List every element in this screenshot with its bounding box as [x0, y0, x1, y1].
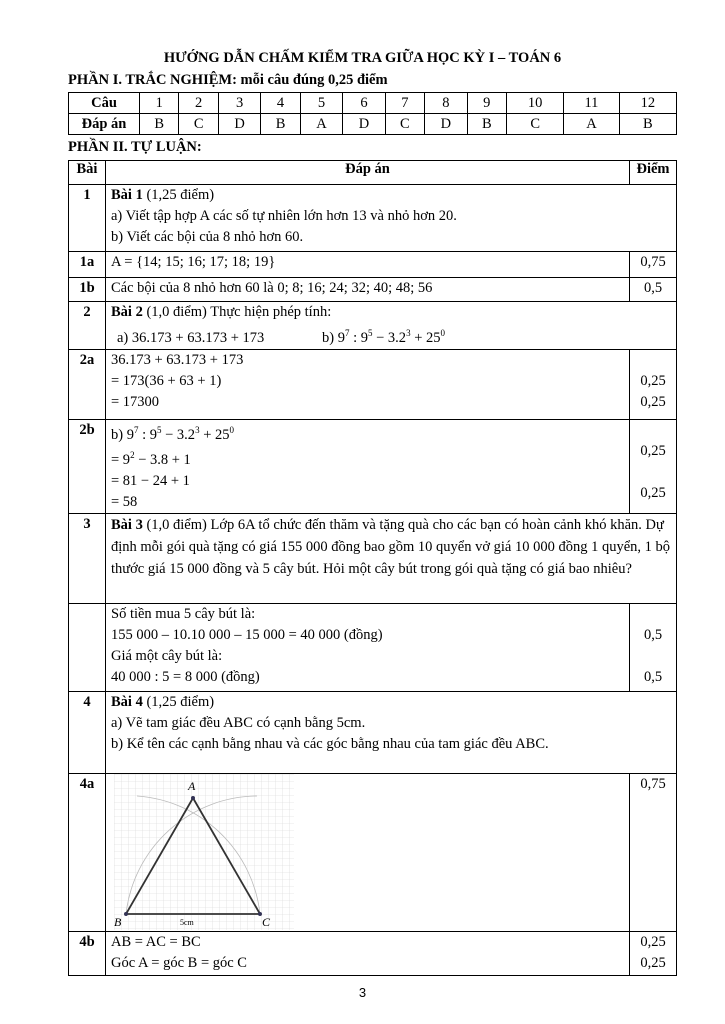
answer-line: = $9^2 - 3.8 + 1$ — [111, 450, 191, 469]
row-1b — [69, 278, 677, 302]
essay-table — [68, 160, 677, 976]
question-title: Bài 3 — [111, 517, 143, 534]
bai-number: 1 — [69, 185, 106, 252]
triangle-figure — [114, 774, 294, 930]
question-line: b) Viết các bội của 8 nhỏ hơn 60. — [111, 229, 304, 245]
question-text — [106, 185, 677, 252]
bai-number: 1a — [69, 252, 106, 278]
answer-text — [106, 349, 630, 419]
bai-number: 2b — [69, 419, 106, 514]
bai-number: 4 — [69, 692, 106, 774]
part2-heading: PHẦN II. TỰ LUẬN: — [68, 139, 202, 155]
mcq-question-row — [69, 93, 677, 114]
answer-line: 155 000 – 10.10 000 – 15 000 = 40 000 (đồng) — [111, 627, 383, 644]
answer-line: = 58 — [111, 494, 138, 511]
score: 0,25 0,25 — [630, 932, 677, 976]
bai-number: 4a — [69, 774, 106, 932]
answer-text — [106, 604, 630, 692]
mcq-row-label: Đáp án — [69, 114, 140, 135]
mcq-cell: D — [218, 114, 260, 135]
mcq-cell: D — [343, 114, 385, 135]
score: 0,5 0,5 — [630, 604, 677, 692]
row-4b — [69, 932, 677, 976]
mcq-cell: 2 — [179, 93, 218, 114]
label-B: B — [114, 915, 122, 930]
question-part-a: a) 36.173 + 63.173 + 173 — [117, 329, 265, 346]
mcq-cell: B — [619, 114, 676, 135]
score: 0,75 — [630, 774, 677, 932]
essay-header-row — [69, 161, 677, 185]
answer-line: b) $9^7$ : $9^5 - 3.2^3 + 25^0$ — [111, 424, 234, 443]
row-4a — [69, 774, 677, 932]
side-length-label: 5cm — [180, 918, 194, 928]
question-text — [106, 302, 677, 350]
page-number: 3 — [358, 985, 367, 1000]
mcq-cell: 11 — [564, 93, 619, 114]
row-2b — [69, 419, 677, 514]
answer-line: = 17300 — [111, 393, 160, 410]
mcq-cell: 5 — [300, 93, 342, 114]
vertex-B — [124, 912, 128, 916]
question-line: a) Viết tập hợp A các số tự nhiên lớn hơn 13 và nhỏ hơn 20. — [111, 208, 457, 224]
triangle-figure-cell — [106, 774, 630, 932]
mcq-cell: B — [467, 114, 506, 135]
mcq-row-label: Câu — [69, 93, 140, 114]
col-header-dapan: Đáp án — [106, 161, 630, 185]
label-A: A — [188, 779, 196, 794]
mcq-cell: 12 — [619, 93, 676, 114]
mcq-cell: 4 — [261, 93, 300, 114]
bai-number: 4b — [69, 932, 106, 976]
bai-number: 1b — [69, 278, 106, 302]
answer-text — [106, 419, 630, 514]
question-title: Bài 4 — [111, 694, 143, 711]
answer-line: Số tiền mua 5 cây bút là: — [111, 606, 256, 623]
answer-text — [106, 932, 630, 976]
question-text — [106, 692, 677, 774]
answer-line: = 173(36 + 63 + 1) — [111, 372, 222, 389]
mcq-cell: 10 — [507, 93, 564, 114]
score: 0,25 0,25 — [630, 349, 677, 419]
row-bai-4 — [69, 692, 677, 774]
question-part-b: b) $9^7$ : $9^5 - 3.2^3 + 25^0$ — [322, 328, 445, 346]
answer-line: 36.173 + 63.173 + 173 — [111, 351, 244, 368]
question-title: Bài 2 — [111, 304, 143, 320]
question-points: (1,25 điểm) — [142, 187, 215, 203]
mcq-cell: A — [300, 114, 342, 135]
row-2a — [69, 349, 677, 419]
score: 0,75 — [630, 252, 677, 278]
score: 0,5 — [630, 278, 677, 302]
question-body: (1,0 điểm) Lớp 6A tổ chức đến thăm và tặng quà cho các bạn có hoàn cảnh khó khăn. Dự định mỗi gói quà tặng có giá 155 000 đồng bao gồm 10 quyển vở giá 10 000 đồng 1 quyển, 1 bộ thước giá 15 000 đồng và 5 cây bút. Hỏi một cây bút trong gói quà tặng có giá bao nhiêu? — [111, 517, 671, 578]
mcq-cell: 8 — [425, 93, 467, 114]
col-header-bai: Bài — [69, 161, 106, 185]
answer-line: = 81 − 24 + 1 — [111, 473, 190, 490]
answer-text: Các bội của 8 nhỏ hơn 60 là 0; 8; 16; 24; 32; 40; 48; 56 — [106, 278, 630, 302]
mcq-cell: 3 — [218, 93, 260, 114]
label-C: C — [262, 915, 271, 930]
answer-line: Góc A = góc B = góc C — [111, 955, 247, 972]
row-bai-2 — [69, 302, 677, 350]
mcq-cell: C — [507, 114, 564, 135]
mcq-cell: D — [425, 114, 467, 135]
answer-text: A = {14; 15; 16; 17; 18; 19} — [106, 252, 630, 278]
mcq-cell: 7 — [385, 93, 424, 114]
mcq-cell: B — [140, 114, 179, 135]
mcq-cell: 6 — [343, 93, 385, 114]
mcq-cell: C — [385, 114, 424, 135]
bai-number: 3 — [69, 514, 106, 604]
question-text — [106, 514, 677, 604]
page-title: HƯỚNG DẪN CHẤM KIỂM TRA GIỮA HỌC KỲ I – TOÁN 6 — [163, 50, 562, 66]
mcq-answer-row — [69, 114, 677, 135]
row-bai-1 — [69, 185, 677, 252]
row-bai-3 — [69, 514, 677, 604]
mcq-answer-table — [68, 92, 677, 135]
question-points: (1,25 điểm) — [142, 694, 215, 711]
mcq-cell: 1 — [140, 93, 179, 114]
question-title: Bài 1 — [111, 187, 143, 203]
part1-heading: PHẦN I. TRẮC NGHIỆM: mỗi câu đúng 0,25 điểm — [68, 72, 388, 88]
row-1a — [69, 252, 677, 278]
question-line: b) Kể tên các cạnh bằng nhau và các góc bằng nhau của tam giác đều ABC. — [111, 736, 549, 753]
col-header-diem: Điểm — [630, 161, 677, 185]
question-line: a) Vẽ tam giác đều ABC có cạnh bằng 5cm. — [111, 715, 366, 732]
mcq-cell: 9 — [467, 93, 506, 114]
bai-number: 2 — [69, 302, 106, 350]
answer-line: 40 000 : 5 = 8 000 (đồng) — [111, 669, 260, 686]
mcq-cell: B — [261, 114, 300, 135]
row-3-solution — [69, 604, 677, 692]
answer-line: Giá một cây bút là: — [111, 648, 223, 665]
question-points: (1,0 điểm) Thực hiện phép tính: — [142, 304, 332, 320]
grid-background — [114, 774, 294, 930]
answer-line: AB = AC = BC — [111, 934, 201, 951]
bai-number: 2a — [69, 349, 106, 419]
vertex-A — [191, 796, 195, 800]
mcq-cell: A — [564, 114, 619, 135]
score: 0,25 0,25 — [630, 419, 677, 514]
mcq-cell: C — [179, 114, 218, 135]
